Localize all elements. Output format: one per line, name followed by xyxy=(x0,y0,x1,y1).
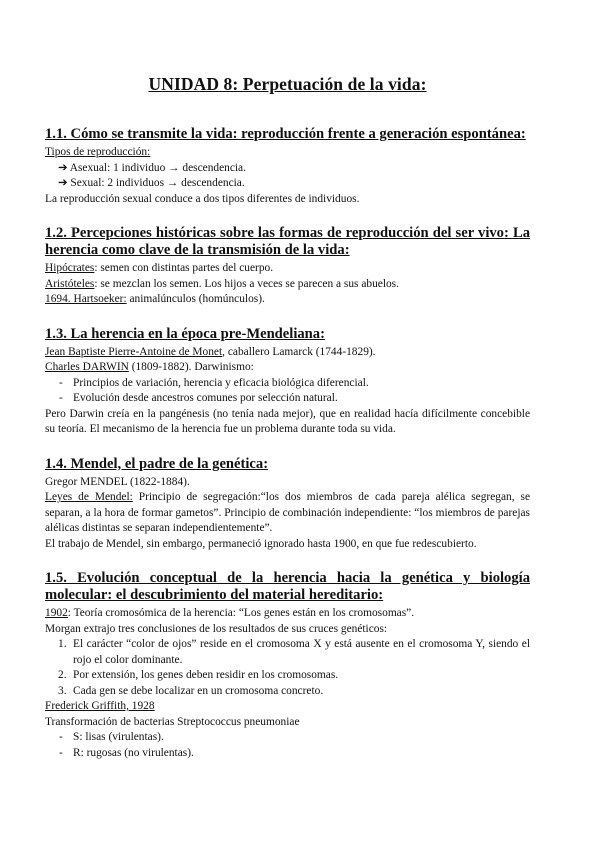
mendel-line: Gregor MENDEL (1822-1884). xyxy=(45,475,190,488)
section-1-2 xyxy=(45,225,530,308)
theory-text: : Teoría cromosómica de la herencia: “Los genes están en los cromosomas”. xyxy=(67,607,415,619)
transformation-line: Transformación de bacterias Streptococcus pneumoniae xyxy=(45,715,300,728)
list-item: - Evolución desde ancestros comunes por selección natural. xyxy=(59,392,338,404)
lamarck-line xyxy=(45,345,530,361)
section-1-1 xyxy=(45,126,530,207)
section-heading: 1.3. La herencia en la época pre-Mendeliana: xyxy=(45,325,325,342)
lamarck-text: , caballero Lamarck (1744-1829). xyxy=(222,345,376,358)
morgan-line: Morgan extrajo tres conclusiones de los resultados de sus cruces genéticos: xyxy=(45,622,388,635)
list-item: - S: lisas (virulentas). xyxy=(59,731,164,743)
hipocrates-text: : semen con distintas partes del cuerpo. xyxy=(94,262,274,274)
darwin-text: (1809-1882). Darwinismo: xyxy=(128,361,254,373)
griffith-line: Frederick Griffith, 1928 xyxy=(45,700,155,712)
darwinism-list xyxy=(45,376,530,407)
hartsoeker-name: 1694. Hartsoeker: xyxy=(45,293,127,305)
list-item: 3. Cada gen se debe localizar en un cromosoma concreto. xyxy=(58,684,324,697)
laws-name: Leyes de Mendel: xyxy=(45,491,133,503)
year-1902: 1902 xyxy=(45,607,68,619)
chromosome-theory-line xyxy=(45,606,530,622)
section-heading: 1.1. Cómo se transmite la vida: reproducción frente a generación espontánea: xyxy=(45,126,526,142)
lamarck-name: Jean Baptiste Pierre-Antoine de Monet xyxy=(45,345,223,358)
mendel-ignored-line: El trabajo de Mendel, sin embargo, permaneció ignorado hasta 1900, en que fue redescubierto. xyxy=(45,537,477,550)
section-1-5 xyxy=(45,570,530,761)
darwin-name: Charles DARWIN xyxy=(45,361,129,373)
types-label: Tipos de reproducción: xyxy=(45,146,151,158)
hipocrates-line xyxy=(45,261,530,277)
hartsoeker-line xyxy=(45,292,530,308)
section-1-3 xyxy=(45,326,530,438)
section-1-4 xyxy=(45,456,530,553)
section-heading: 1.2. Percepciones históricas sobre las formas de reproducción del ser vivo: La herencia como clave de la transmisión de la vida: xyxy=(45,225,530,258)
list-item: - Principios de variación, herencia y eficacia biológica diferencial. xyxy=(59,376,369,389)
pangenesis-paragraph: Pero Darwin creía en la pangénesis (no tenía nada mejor), que en realidad hacía difícilmente concebible su teoría. El mecanismo de la herencia fue un problema durante toda su vida. xyxy=(45,407,530,435)
aristoteles-name: Aristóteles xyxy=(45,277,95,290)
strains-list xyxy=(45,730,530,761)
page-title: UNIDAD 8: Perpetuación de la vida: xyxy=(148,74,427,94)
sexual-note: La reproducción sexual conduce a dos tipos diferentes de individuos. xyxy=(45,192,360,205)
hartsoeker-text: animalúnculos (homúnculos). xyxy=(126,293,265,305)
morgan-conclusions-list xyxy=(45,637,530,699)
asexual-item: ➔ Asexual: 1 individuo → descendencia. xyxy=(58,161,246,174)
laws-text: Principio de segregación:“los dos miembros de cada pareja alélica segregan, se separan, a la hora de formar gametos”. Principio de combinación independiente: “los miembros de parejas alélicas distintas se separan independientemente”. xyxy=(45,491,531,534)
section-heading: 1.5. Evolución conceptual de la herencia hacia la genética y biología molecular: el descubrimiento del material hereditario: xyxy=(45,570,530,603)
darwin-line xyxy=(45,360,530,376)
list-item: 2. Por extensión, los genes deben residir en los cromosomas. xyxy=(58,669,339,681)
aristoteles-line xyxy=(45,277,530,293)
mendel-laws-paragraph xyxy=(45,490,530,537)
list-item: 1. El carácter “color de ojos” reside en el cromosoma X y está ausente en el cromosoma Y, siendo el rojo el color dominante. xyxy=(58,638,530,666)
hipocrates-name: Hipócrates xyxy=(45,262,95,274)
section-heading: 1.4. Mendel, el padre de la genética: xyxy=(45,455,269,472)
sexual-item: ➔ Sexual: 2 individuos → descendencia. xyxy=(58,177,245,189)
aristoteles-text: : se mezclan los semen. Los hijos a veces se parecen a sus abuelos. xyxy=(94,277,399,290)
list-item: - R: rugosas (no virulentas). xyxy=(59,746,194,759)
